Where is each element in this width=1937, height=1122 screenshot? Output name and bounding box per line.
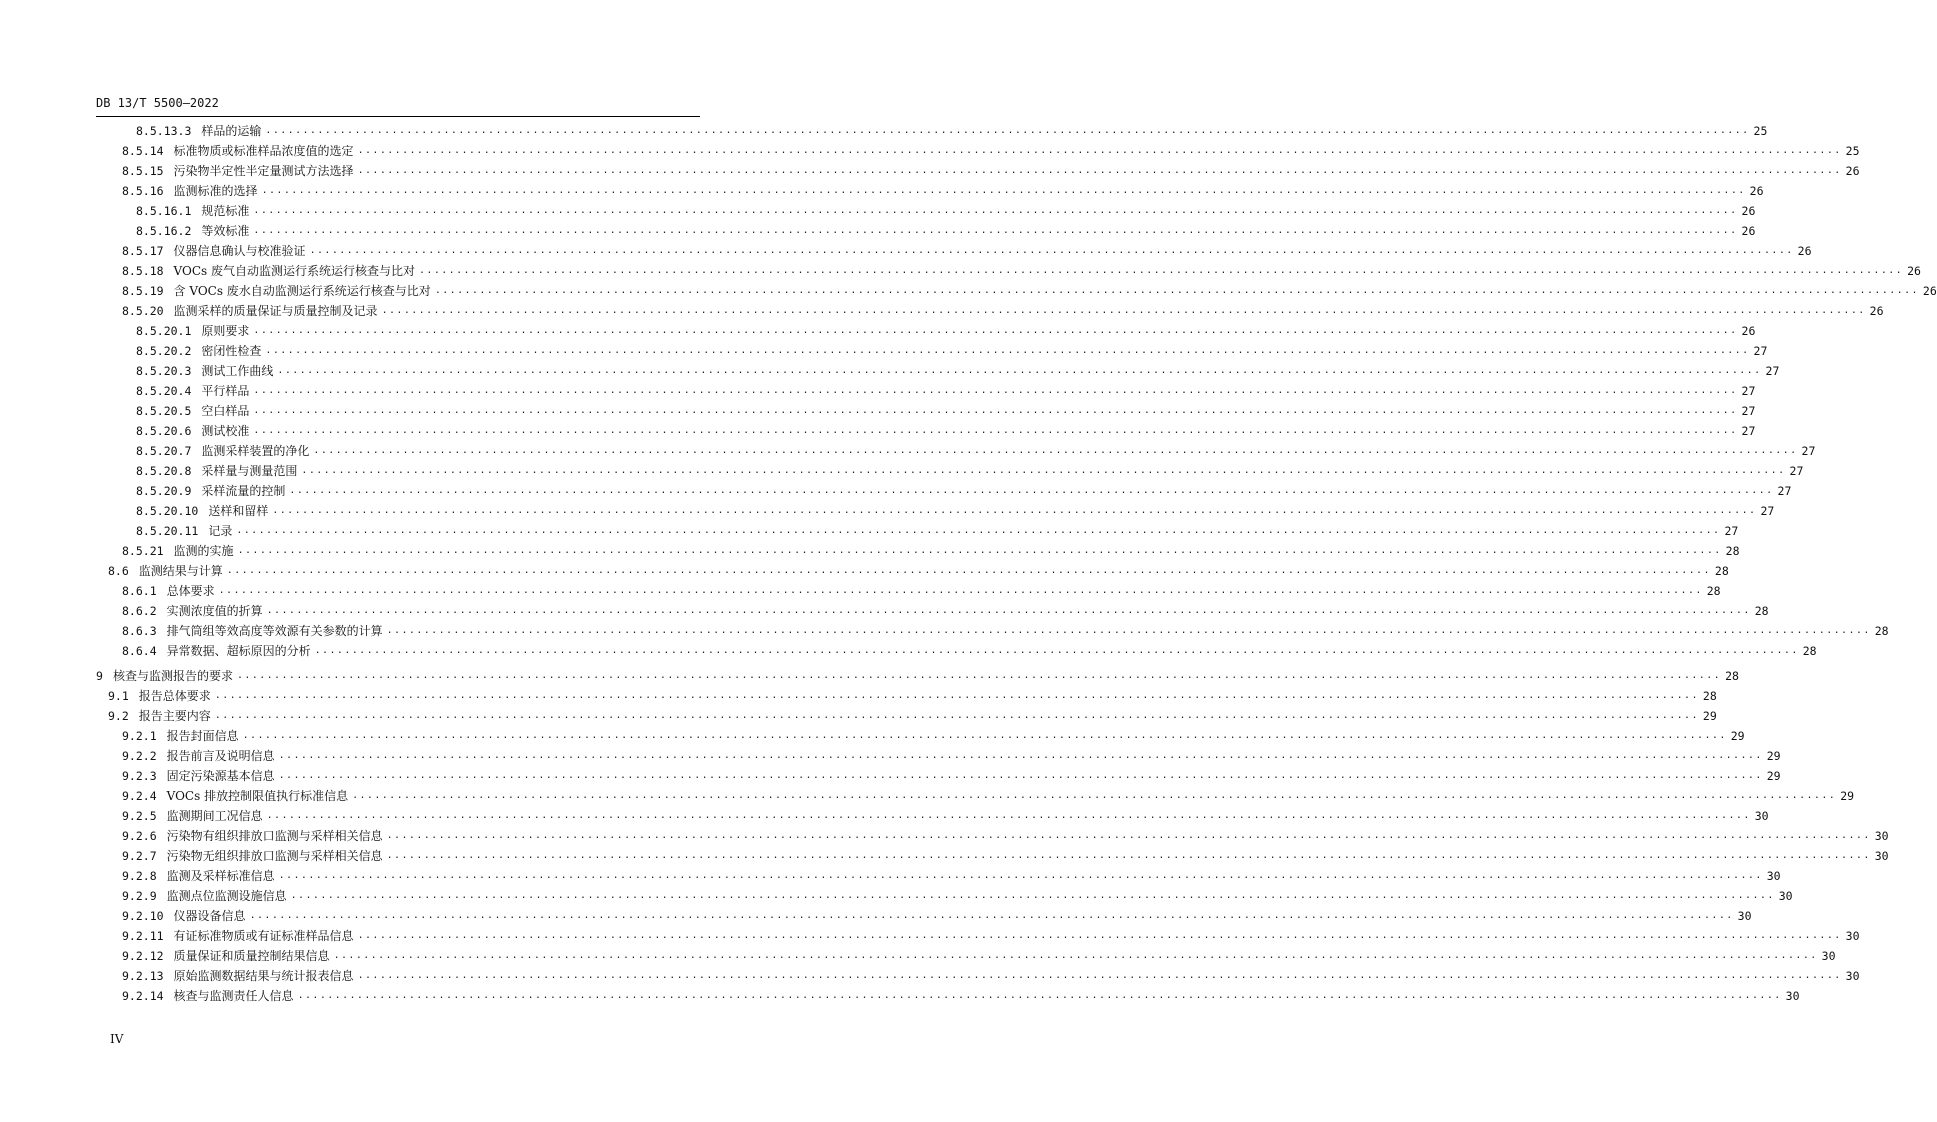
toc-entry-page: 29: [1766, 769, 1781, 783]
toc-leader-dots: ........................................................................................................................................................................................................: [218, 585, 1703, 596]
toc-entry-page: 28: [1706, 584, 1721, 598]
toc-entry-page: 26: [1797, 244, 1812, 258]
toc-leader-dots: ........................................................................................................................................................................................................: [290, 890, 1775, 901]
toc-leader-dots: ........................................................................................................................................................................................................: [253, 425, 1738, 436]
toc-entry-page: 27: [1724, 524, 1739, 538]
toc-entry-number: 8.6.4: [122, 644, 157, 658]
toc-entry-number: 8.6: [108, 564, 129, 578]
toc-leader-dots: ........................................................................................................................................................................................................: [253, 385, 1738, 396]
toc-leader-dots: ........................................................................................................................................................................................................: [249, 910, 1734, 921]
header-rule: [96, 116, 700, 117]
toc-entry-page: 25: [1753, 124, 1768, 138]
toc-entry-number: 9.2.2: [122, 749, 157, 763]
toc-entry[interactable]: [96, 581, 1721, 601]
toc-entry-page: 29: [1702, 709, 1717, 723]
toc-entry-number: 8.5.16.2: [136, 224, 192, 238]
toc-entry-page: 28: [1702, 689, 1717, 703]
toc-entry-title: 平行样品: [201, 384, 250, 398]
toc-entry-title: 质量保证和质量控制结果信息: [173, 949, 330, 963]
toc-entry-title: 等效标准: [201, 224, 250, 238]
toc-entry-number: 9.2.8: [122, 869, 157, 883]
toc-entry-page: 30: [1845, 929, 1860, 943]
toc-entry-number: 8.5.19: [122, 284, 164, 298]
toc-entry-number: 8.5.16.1: [136, 204, 192, 218]
toc-leader-dots: ........................................................................................................................................................................................................: [357, 930, 1842, 941]
toc-leader-dots: ........................................................................................................................................................................................................: [434, 285, 1919, 296]
toc-entry-title: 污染物半定性半定量测试方法选择: [173, 164, 354, 178]
page-number: IV: [110, 1032, 124, 1046]
toc-entry-number: 8.5.20.1: [136, 324, 192, 338]
toc-entry-title: 有证标准物质或有证标准样品信息: [173, 929, 354, 943]
toc-leader-dots: ........................................................................................................................................................................................................: [419, 265, 1904, 276]
toc-entry-title: 监测结果与计算: [138, 564, 223, 578]
toc-entry[interactable]: [96, 706, 1717, 726]
toc-entry-title: 含 VOCs 废水自动监测运行系统运行核查与比对: [173, 284, 431, 298]
toc-entry-title: 原则要求: [201, 324, 250, 338]
toc-entry[interactable]: [96, 341, 1768, 361]
toc-entry[interactable]: [96, 686, 1717, 706]
toc-entry-title: 送样和留样: [208, 504, 269, 518]
toc-entry-title: 样品的运输: [201, 124, 262, 138]
toc-entry-page: 26: [1749, 184, 1764, 198]
toc-leader-dots: ........................................................................................................................................................................................................: [357, 970, 1842, 981]
toc-leader-dots: ........................................................................................................................................................................................................: [386, 830, 1871, 841]
toc-entry-number: 8.6.3: [122, 624, 157, 638]
toc-entry-number: 9.2.10: [122, 909, 164, 923]
toc-entry[interactable]: [96, 521, 1739, 541]
toc-entry[interactable]: [96, 381, 1756, 401]
toc-entry-number: 8.5.15: [122, 164, 164, 178]
toc-entry-title: 核查与监测责任人信息: [173, 989, 294, 1003]
toc-entry-page: 27: [1753, 344, 1768, 358]
toc-entry[interactable]: [96, 121, 1768, 141]
toc-entry-number: 8.5.20.2: [136, 344, 192, 358]
toc-entry[interactable]: [96, 541, 1740, 561]
toc-entry-title: 核查与监测报告的要求: [112, 669, 233, 683]
toc-leader-dots: ........................................................................................................................................................................................................: [253, 205, 1738, 216]
toc-entry-number: 8.5.20.3: [136, 364, 192, 378]
toc-entry-title: 监测采样装置的净化: [201, 444, 310, 458]
toc-entry-number: 8.6.2: [122, 604, 157, 618]
toc-entry-page: 26: [1869, 304, 1884, 318]
toc-entry-page: 27: [1741, 424, 1756, 438]
toc-entry-page: 30: [1778, 889, 1793, 903]
toc-entry-title: 固定污染源基本信息: [166, 769, 275, 783]
toc-entry-number: 8.5.20.8: [136, 464, 192, 478]
toc-entry-page: 26: [1741, 224, 1756, 238]
toc-leader-dots: ........................................................................................................................................................................................................: [314, 645, 1799, 656]
toc-entry[interactable]: [96, 481, 1792, 501]
toc-leader-dots: ........................................................................................................................................................................................................: [265, 345, 1750, 356]
toc-entry[interactable]: [96, 886, 1793, 906]
toc-leader-dots: ........................................................................................................................................................................................................: [309, 245, 1794, 256]
toc-entry-title: 采样量与测量范围: [201, 464, 298, 478]
toc-entry-page: 27: [1801, 444, 1816, 458]
toc-leader-dots: ........................................................................................................................................................................................................: [386, 625, 1871, 636]
toc-entry[interactable]: [96, 221, 1756, 241]
toc-entry-page: 28: [1802, 644, 1817, 658]
toc-entry-page: 26: [1741, 204, 1756, 218]
toc-entry-page: 26: [1741, 324, 1756, 338]
toc-entry-page: 27: [1765, 364, 1780, 378]
toc-entry-page: 30: [1754, 809, 1769, 823]
toc-entry-page: 25: [1845, 144, 1860, 158]
toc-entry[interactable]: [96, 281, 1937, 301]
toc-entry-title: 监测期间工况信息: [166, 809, 263, 823]
toc-leader-dots: ........................................................................................................................................................................................................: [253, 325, 1738, 336]
toc-entry-title: 监测的实施: [173, 544, 234, 558]
toc-entry-page: 27: [1789, 464, 1804, 478]
toc-entry-number: 8.5.16: [122, 184, 164, 198]
toc-entry[interactable]: [96, 601, 1769, 621]
toc-entry-title: VOCs 排放控制限值执行标准信息: [166, 789, 349, 803]
toc-entry[interactable]: [96, 746, 1781, 766]
toc-entry[interactable]: [96, 141, 1860, 161]
toc-entry-number: 8.5.21: [122, 544, 164, 558]
toc-entry-page: 29: [1840, 789, 1855, 803]
toc-entry[interactable]: [96, 966, 1860, 986]
toc-leader-dots: ........................................................................................................................................................................................................: [237, 545, 1722, 556]
toc-entry-title: 报告封面信息: [166, 729, 239, 743]
toc-entry-title: 测试工作曲线: [201, 364, 274, 378]
toc-entry-title: 监测标准的选择: [173, 184, 258, 198]
toc-entry[interactable]: [96, 561, 1729, 581]
toc-entry-title: 报告前言及说明信息: [166, 749, 275, 763]
toc-entry[interactable]: [96, 766, 1781, 786]
toc-entry-page: 28: [1725, 544, 1740, 558]
toc-entry-page: 30: [1766, 869, 1781, 883]
toc-entry[interactable]: [96, 826, 1889, 846]
toc-entry-number: 8.6.1: [122, 584, 157, 598]
toc-entry[interactable]: [96, 986, 1800, 1006]
toc-entry-title: 监测及采样标准信息: [166, 869, 275, 883]
toc-leader-dots: ........................................................................................................................................................................................................: [333, 950, 1818, 961]
toc-entry[interactable]: [96, 461, 1804, 481]
toc-entry-number: 9.2.11: [122, 929, 164, 943]
toc-entry-page: 27: [1760, 504, 1775, 518]
toc-entry-page: 27: [1777, 484, 1792, 498]
toc-entry[interactable]: [96, 621, 1889, 641]
toc-leader-dots: ........................................................................................................................................................................................................: [236, 525, 1721, 536]
toc-entry[interactable]: [96, 441, 1816, 461]
toc-entry[interactable]: [96, 261, 1921, 281]
toc-entry-number: 8.5.20.4: [136, 384, 192, 398]
toc-leader-dots: ........................................................................................................................................................................................................: [278, 870, 1763, 881]
toc-entry-number: 9.2.14: [122, 989, 164, 1003]
toc-leader-dots: ........................................................................................................................................................................................................: [214, 690, 1699, 701]
toc-entry-number: 9.2.6: [122, 829, 157, 843]
toc-entry[interactable]: [96, 641, 1817, 661]
toc-entry[interactable]: [96, 726, 1745, 746]
toc-entry[interactable]: [96, 321, 1756, 341]
toc-entry-number: 8.5.20.9: [136, 484, 192, 498]
toc-entry-number: 8.5.20.10: [136, 504, 199, 518]
document-header: DB 13/T 5500—2022: [96, 96, 219, 110]
toc-entry-number: 9.2.13: [122, 969, 164, 983]
toc-entry-title: 污染物无组织排放口监测与采样相关信息: [166, 849, 383, 863]
toc-entry-page: 30: [1737, 909, 1752, 923]
toc-entry-title: 记录: [208, 524, 233, 538]
toc-leader-dots: ........................................................................................................................................................................................................: [242, 730, 1727, 741]
toc-entry-number: 8.5.14: [122, 144, 164, 158]
toc-entry-title: 报告主要内容: [138, 709, 211, 723]
toc-entry-number: 9.2.4: [122, 789, 157, 803]
toc-leader-dots: ........................................................................................................................................................................................................: [253, 225, 1738, 236]
toc-entry-page: 26: [1922, 284, 1937, 298]
toc-entry-page: 30: [1874, 849, 1889, 863]
toc-entry-title: 规范标准: [201, 204, 250, 218]
toc-leader-dots: ........................................................................................................................................................................................................: [301, 465, 1786, 476]
toc-entry-page: 28: [1874, 624, 1889, 638]
toc-entry-number: 8.5.18: [122, 264, 164, 278]
toc-entry[interactable]: [96, 806, 1769, 826]
toc-leader-dots: ........................................................................................................................................................................................................: [289, 485, 1774, 496]
toc-entry-number: 9.2: [108, 709, 129, 723]
toc-leader-dots: ........................................................................................................................................................................................................: [278, 770, 1763, 781]
toc-entry[interactable]: [96, 401, 1756, 421]
toc-leader-dots: ........................................................................................................................................................................................................: [236, 670, 1722, 681]
toc-entry-page: 30: [1874, 829, 1889, 843]
toc-entry[interactable]: [96, 866, 1781, 886]
toc-entry-page: 26: [1845, 164, 1860, 178]
toc-entry-number: 9.1: [108, 689, 129, 703]
toc-entry-number: 9.2.3: [122, 769, 157, 783]
toc-leader-dots: ........................................................................................................................................................................................................: [226, 565, 1711, 576]
toc-leader-dots: ........................................................................................................................................................................................................: [357, 165, 1842, 176]
toc-entry-title: 排气筒组等效高度等效源有关参数的计算: [166, 624, 383, 638]
toc-entry-page: 30: [1785, 989, 1800, 1003]
toc-entry[interactable]: [96, 906, 1752, 926]
toc-entry-title: 测试校准: [201, 424, 250, 438]
toc-leader-dots: ........................................................................................................................................................................................................: [265, 125, 1750, 136]
toc-entry[interactable]: [96, 786, 1855, 806]
toc-leader-dots: ........................................................................................................................................................................................................: [381, 305, 1866, 316]
toc-entry-title: VOCs 废气自动监测运行系统运行核查与比对: [173, 264, 415, 278]
toc-entry[interactable]: [96, 301, 1884, 321]
toc-leader-dots: ........................................................................................................................................................................................................: [278, 750, 1763, 761]
toc-entry[interactable]: [96, 181, 1764, 201]
toc-entry-number: 8.5.20.11: [136, 524, 199, 538]
toc-entry-title: 实测浓度值的折算: [166, 604, 263, 618]
toc-entry[interactable]: [96, 241, 1812, 261]
toc-entry-page: 29: [1730, 729, 1745, 743]
toc-entry-page: 29: [1766, 749, 1781, 763]
toc-entry-page: 27: [1741, 404, 1756, 418]
toc-entry[interactable]: [96, 846, 1889, 866]
toc-entry-page: 26: [1907, 264, 1921, 278]
toc-entry-number: 9.2.1: [122, 729, 157, 743]
toc-entry-title: 仪器设备信息: [173, 909, 246, 923]
toc-entry[interactable]: [96, 421, 1756, 441]
toc-entry-title: 标准物质或标准样品浓度值的选定: [173, 144, 354, 158]
toc-entry-number: 8.5.20.7: [136, 444, 192, 458]
toc-entry-number: 8.5.13.3: [136, 124, 192, 138]
toc-leader-dots: ........................................................................................................................................................................................................: [386, 850, 1871, 861]
toc-entry[interactable]: [96, 161, 1860, 181]
toc-entry[interactable]: [96, 926, 1860, 946]
toc-entry-title: 空白样品: [201, 404, 250, 418]
toc-entry-title: 监测采样的质量保证与质量控制及记录: [173, 304, 378, 318]
toc-entry-title: 总体要求: [166, 584, 215, 598]
toc-leader-dots: ........................................................................................................................................................................................................: [266, 810, 1751, 821]
toc-entry[interactable]: [96, 946, 1836, 966]
toc-entry-page: 28: [1714, 564, 1729, 578]
toc-entry-page: 30: [1845, 969, 1860, 983]
toc-entry-title: 报告总体要求: [138, 689, 211, 703]
toc-leader-dots: ........................................................................................................................................................................................................: [352, 790, 1837, 801]
toc-entry-title: 污染物有组织排放口监测与采样相关信息: [166, 829, 383, 843]
toc-entry-page: 28: [1754, 604, 1769, 618]
toc-entry-number: 8.5.20: [122, 304, 164, 318]
table-of-contents: [96, 121, 1937, 1006]
toc-entry-number: 9: [96, 669, 103, 683]
toc-entry-title: 原始监测数据结果与统计报表信息: [173, 969, 354, 983]
toc-entry-number: 9.2.7: [122, 849, 157, 863]
toc-entry-number: 8.5.20.5: [136, 404, 192, 418]
toc-entry-page: 28: [1725, 669, 1739, 683]
toc-entry-title: 密闭性检查: [201, 344, 262, 358]
toc-leader-dots: ........................................................................................................................................................................................................: [261, 185, 1746, 196]
toc-entry[interactable]: [96, 501, 1775, 521]
toc-entry-page: 27: [1741, 384, 1756, 398]
toc-entry-number: 8.5.20.6: [136, 424, 192, 438]
toc-leader-dots: ........................................................................................................................................................................................................: [357, 145, 1842, 156]
toc-entry[interactable]: [96, 666, 1739, 686]
toc-entry-number: 9.2.9: [122, 889, 157, 903]
toc-entry[interactable]: [96, 201, 1756, 221]
toc-entry[interactable]: [96, 361, 1780, 381]
toc-entry-title: 异常数据、超标原因的分析: [166, 644, 311, 658]
toc-entry-page: 30: [1821, 949, 1836, 963]
toc-entry-title: 仪器信息确认与校准验证: [173, 244, 306, 258]
toc-entry-title: 采样流量的控制: [201, 484, 286, 498]
toc-entry-number: 9.2.5: [122, 809, 157, 823]
toc-entry-title: 监测点位监测设施信息: [166, 889, 287, 903]
toc-leader-dots: ........................................................................................................................................................................................................: [214, 710, 1699, 721]
toc-leader-dots: ........................................................................................................................................................................................................: [313, 445, 1798, 456]
toc-leader-dots: ........................................................................................................................................................................................................: [253, 405, 1738, 416]
toc-leader-dots: ........................................................................................................................................................................................................: [272, 505, 1757, 516]
toc-entry-number: 8.5.17: [122, 244, 164, 258]
toc-leader-dots: ........................................................................................................................................................................................................: [277, 365, 1762, 376]
toc-leader-dots: ........................................................................................................................................................................................................: [266, 605, 1751, 616]
toc-entry-number: 9.2.12: [122, 949, 164, 963]
toc-leader-dots: ........................................................................................................................................................................................................: [297, 990, 1782, 1001]
